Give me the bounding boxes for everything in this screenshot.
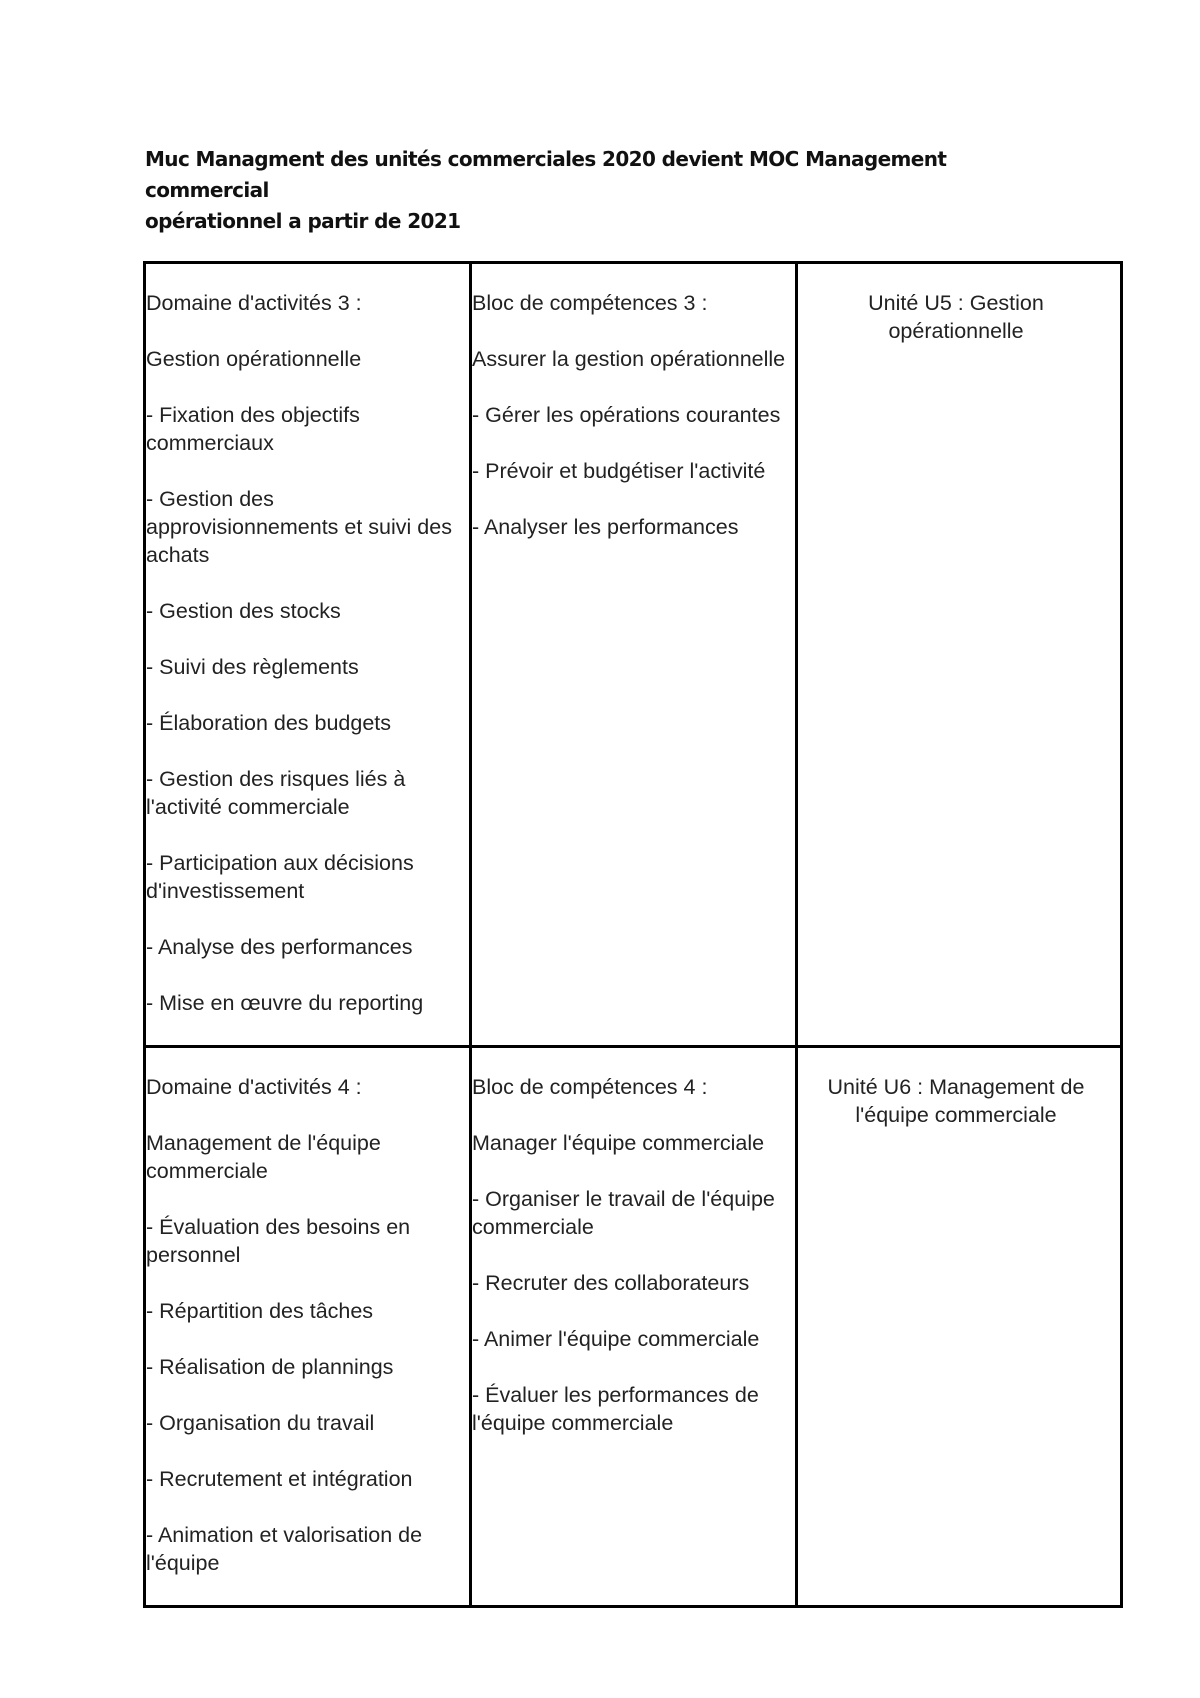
bloc-cell	[471, 1047, 797, 1607]
bloc-heading: Bloc de compétences 4 :	[472, 1075, 708, 1099]
units-table	[143, 261, 1123, 1608]
bloc-item: - Animer l'équipe commerciale	[472, 1327, 760, 1351]
bloc-name: Manager l'équipe commerciale	[472, 1131, 765, 1155]
bloc-item: - Organiser le travail de l'équipe commerciale	[472, 1187, 775, 1239]
table-row	[145, 263, 1122, 1047]
page-title-line-1: Muc Managment des unités commerciales 2020 devient MOC Management commercial	[145, 147, 947, 202]
domain-item: - Organisation du travail	[146, 1411, 375, 1435]
domain-item: - Recrutement et intégration	[146, 1467, 413, 1491]
domain-item: - Participation aux décisions d'investissement	[146, 851, 414, 903]
bloc-item: - Évaluer les performances de l'équipe commerciale	[472, 1383, 759, 1435]
bloc-name: Assurer la gestion opérationnelle	[472, 347, 786, 371]
domain-heading: Domaine d'activités 4 :	[146, 1075, 362, 1099]
domain-item: - Gestion des risques liés à l'activité commerciale	[146, 767, 406, 819]
unit-label: Unité U6 : Management de l'équipe commerciale	[827, 1075, 1085, 1127]
domain-item: - Suivi des règlements	[146, 655, 359, 679]
domain-cell	[145, 263, 471, 1047]
unit-cell	[797, 263, 1122, 1047]
domain-item: - Évaluation des besoins en personnel	[146, 1215, 411, 1267]
domain-item: - Élaboration des budgets	[146, 711, 392, 735]
unit-cell	[797, 1047, 1122, 1607]
domain-item: - Réalisation de plannings	[146, 1355, 394, 1379]
domain-cell	[145, 1047, 471, 1607]
domain-item: - Analyse des performances	[146, 935, 413, 959]
bloc-item: - Recruter des collaborateurs	[472, 1271, 750, 1295]
domain-name: Management de l'équipe commerciale	[146, 1131, 381, 1183]
domain-heading: Domaine d'activités 3 :	[146, 291, 362, 315]
domain-item: - Répartition des tâches	[146, 1299, 374, 1323]
domain-item: - Fixation des objectifs commerciaux	[146, 403, 360, 455]
page-title	[145, 144, 1045, 237]
bloc-cell	[471, 263, 797, 1047]
domain-item: - Mise en œuvre du reporting	[146, 991, 424, 1015]
bloc-heading: Bloc de compétences 3 :	[472, 291, 708, 315]
page-title-line-2: opérationnel a partir de 2021	[145, 209, 461, 233]
domain-item: - Gestion des approvisionnements et suivi des achats	[146, 487, 452, 567]
domain-item: - Gestion des stocks	[146, 599, 341, 623]
domain-item: - Animation et valorisation de l'équipe	[146, 1523, 423, 1575]
bloc-item: - Gérer les opérations courantes	[472, 403, 781, 427]
bloc-item: - Prévoir et budgétiser l'activité	[472, 459, 766, 483]
table-row	[145, 1047, 1122, 1607]
bloc-item: - Analyser les performances	[472, 515, 739, 539]
domain-name: Gestion opérationnelle	[146, 347, 362, 371]
unit-label: Unité U5 : Gestion opérationnelle	[868, 291, 1044, 343]
